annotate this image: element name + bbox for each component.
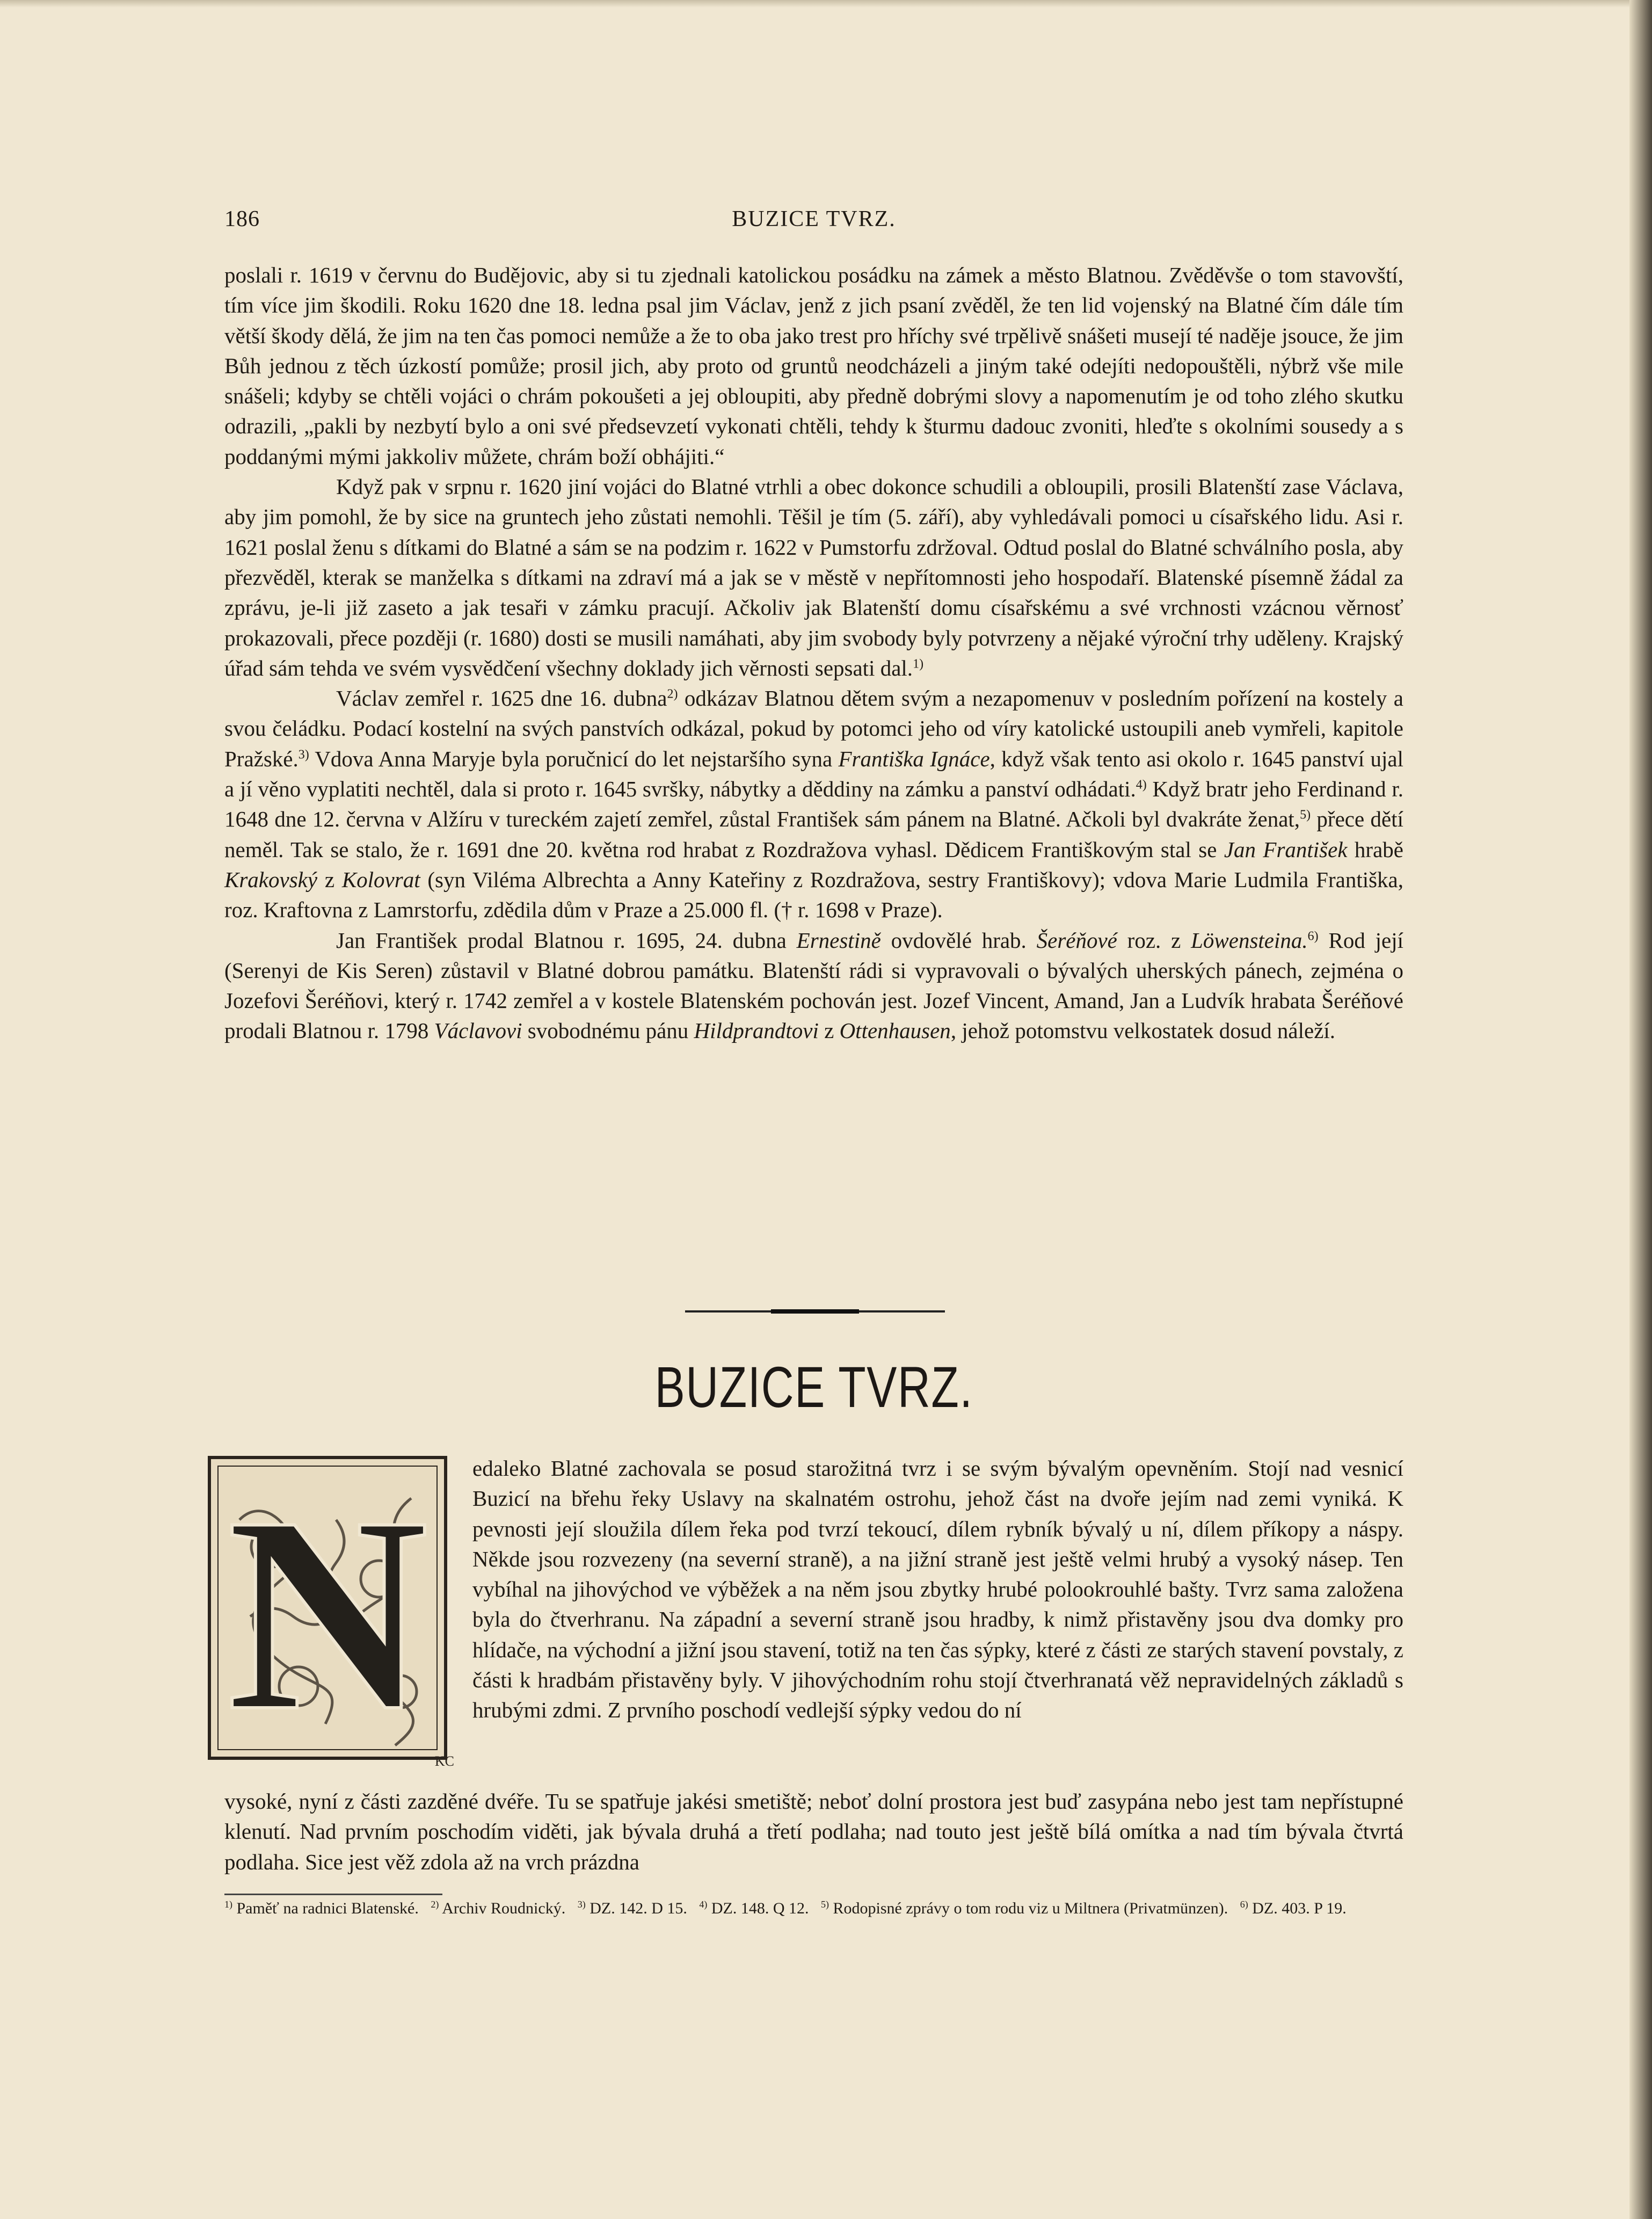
text-run: Jan František prodal Blatnou r. 1695, 24. dubna — [336, 927, 797, 953]
text-run: , když však tento asi okolo r. 1645 panství ujal a jí věno vyplatiti nechtěl, dala si proto r. 1645 svršky, nábytky a děddiny na zámku a panství odhádati. — [224, 746, 1403, 802]
footnote-text: Paměť na radnici Blatenské. — [236, 1899, 419, 1917]
text-run: Václav zemřel r. 1625 dne 16. dubna — [336, 686, 667, 711]
text-run: (syn Viléma Albrechta a Anny Kateřiny z Rozdražova, sestry Františkovy); vdova Marie Ludmila Františka, roz. Kraftovna z Lamrstorfu, zdědila dům v Praze a 25.000 fl. († r. 1698 v Praze). — [224, 867, 1404, 923]
footnote-text: DZ. 142. D 15. — [590, 1899, 687, 1917]
text-run: svobodnému pánu — [522, 1018, 694, 1043]
initial-monogram: KC — [434, 1753, 454, 1769]
paragraph — [224, 925, 1403, 1046]
text-run: z — [818, 1018, 840, 1043]
paragraph-text: Když pak v srpnu r. 1620 jiní vojáci do Blatné vtrhli a obec dokonce schudili a obloupili, prosili Blatenští zase Václava, aby jim pomohl, že by sice na gruntech jeho zůstati nemohli. Těšil je tím (5. září), aby vyhledávali pomoci u císařského lidu. Asi r. 1621 poslal ženu s dítkami do Blatné a sám se na podzim r. 1622 v Pumstorfu zdržoval. Odtud poslal do Blatné schválního posla, aby přezvěděl, kterak se manželka s dítkami na zdraví má a jak se v městě v nepřítomnosti jeho hospodaří. Blatenské písemně žádal za zprávu, je-li již zaseto a jak tesaři v zámku pracují. Ačkoliv jak Blatenští domu císařskému a své vrchnosti vzácnou věrnosť prokazovali, přece později (r. 1680) dosti se musili namáhati, aby jim svobody byly potvrzeny a nějaké výroční trhy uděleny. Krajský úřad sám tehda ve svém vysvědčení všechny doklady jich věrnosti sepsati dal. — [224, 474, 1403, 680]
footnote-text: DZ. 148. Q 12. — [711, 1899, 809, 1917]
paragraph: vysoké, nyní z části zazděné dvéře. Tu se spatřuje jakési smetiště; neboť dolní prostora jest buď zasypána nebo jest tam nepřístupné klenutí. Nad prvním poschodím viděti, jak bývala druhá a třetí podlaha; nad touto jest ještě bílá omítka a nad tím bývala čtvrtá podlaha. Sice jest věž zdola až na vrch prázdna — [224, 1789, 1403, 1874]
section-divider — [685, 1310, 945, 1312]
footnote-mark: 6) — [1240, 1899, 1248, 1910]
italic-name: Krakovský — [224, 867, 318, 892]
text-run: , jehož potomstvu velkostatek dosud náleží. — [950, 1018, 1336, 1043]
text-run: Rod její (Serenyi de Kis Seren) zůstavil v Blatné dobrou památku. Blatenští rádi si vypravovali o bývalých uherských pánech, zejména o Jozefovi Šeréňovi, který r. 1742 zemřel a v kostele Blatenském pochován jest. Jozef Vincent, Amand, Jan a Ludvík hrabata Šeréňové prodali Blatnou r. 1798 — [224, 927, 1403, 1043]
section-title: BUZICE TVRZ. — [654, 1354, 973, 1419]
paragraph: edaleko Blatné zachovala se posud starožitná tvrz i se svým bývalým opevněním. Stojí nad vesnicí Buzicí na břehu řeky Uslavy na skalnatém ostrohu, jehož část na dvoře jejím nad zemi vyniká. K pevnosti její sloužila dílem řeka pod tvrzí tekoucí, dílem rybník bývalý u ní, dílem příkopy a náspy. Někde jsou rozvezeny (na severní straně), a na jižní straně jest ještě velmi hrubý a vysoký násep. Ten vybíhal na jihovýchod ve výběžek a na něm jsou zbytky hrubé polookrouhlé bašty. Tvrz sama založena byla do čtverhranu. Na západní a severní straně jsou hradby, k nimž přistavěny jsou dva domky pro hlídače, na východní a jižní jsou stavení, totiž na ten čas sýpky, které z části ze starých stavení povstaly, z části k hradbám přistavěny byly. V jihovýchodním rohu stojí čtverhranatá věž nepravidelných základů s hrubými zdmi. Z prvního poschodí vedlejší sýpky vedou do ní — [472, 1456, 1403, 1723]
italic-name: Kolovrat — [341, 867, 420, 892]
text-run: odkázav Blatnou dětem svým a nezapomenuv v posledním pořízení na kostely a svou čeládku. Podací kostelní na svých panstvích odkázal, pokud by potomci jeho od víry katolické ustoupili aneb vymřeli, kapitole Pražské. — [224, 686, 1403, 771]
text-run: hrabě — [1347, 837, 1403, 862]
text-run: Když bratr jeho Ferdinand r. 1648 dne 12. června v Alžíru v tureckém zajetí zemřel, zůstal František sám pánem na Blatné. Ačkoli byl dvakráte ženat, — [224, 777, 1403, 832]
paragraph — [224, 260, 1403, 472]
paragraph — [224, 472, 1403, 683]
page-number: 186 — [224, 207, 260, 231]
decorated-initial-n — [207, 1455, 465, 1772]
body-text-beside-initial — [472, 1453, 1403, 1725]
italic-name: Hildprandtovi — [694, 1018, 819, 1043]
body-text-bottom — [224, 1786, 1403, 1877]
footnote-ref: 4) — [1136, 778, 1147, 792]
page-header — [224, 200, 1403, 237]
footnote-ref: 2) — [667, 687, 678, 701]
italic-name: Šeréňové — [1036, 927, 1117, 953]
footnote — [431, 1899, 565, 1917]
footnote-mark: 2) — [431, 1899, 439, 1910]
page-binding-shadow — [1629, 0, 1652, 2219]
page-top-edge — [0, 0, 1652, 8]
footnote-text: Archiv Roudnický. — [442, 1899, 566, 1917]
footnotes — [224, 1898, 1403, 1919]
italic-name: Františka Ignáce — [838, 746, 990, 771]
footnote-mark: 3) — [577, 1899, 586, 1910]
footnote-mark: 5) — [821, 1899, 829, 1910]
italic-name: Ernestině — [796, 927, 881, 953]
footnote-text: Rodopisné zprávy o tom rodu viz u Miltnera (Privatmünzen). — [833, 1899, 1228, 1917]
italic-name: Ottenhausen — [839, 1018, 951, 1043]
footnote-ref: 3) — [298, 748, 309, 762]
footnote-ref: 6) — [1307, 929, 1319, 943]
footnote-text: DZ. 403. P 19. — [1252, 1899, 1347, 1917]
footnote-rule — [224, 1894, 442, 1895]
italic-name: Jan František — [1224, 837, 1348, 862]
text-run: z — [317, 867, 342, 892]
text-run: ovdovělé hrab. — [880, 927, 1037, 953]
italic-name: Václavovi — [434, 1018, 522, 1043]
footnote-mark: 4) — [699, 1899, 708, 1910]
paragraph — [224, 683, 1403, 925]
text-run: Vdova Anna Maryje byla poručnicí do let nejstaršího syna — [309, 746, 839, 771]
text-run: přece dětí neměl. Tak se stalo, že r. 1691 dne 20. května rod hrabat z Rozdražova vyhasl. Dědicem Františkovým stal se — [224, 807, 1403, 862]
initial-letter: N — [227, 1460, 428, 1768]
footnote — [224, 1899, 419, 1917]
footnote-ref: 1) — [913, 657, 924, 671]
body-text-top — [224, 260, 1403, 1046]
footnote — [1240, 1899, 1347, 1917]
text-run: roz. z — [1117, 927, 1191, 953]
footnote-mark: 1) — [224, 1899, 232, 1910]
footnote — [699, 1899, 809, 1917]
footnote — [821, 1899, 1228, 1917]
paragraph-text: poslali r. 1619 v červnu do Budějovic, aby si tu zjednali katolickou posádku na zámek a město Blatnou. Zvěděvše o tom stavovští, tím více jim škodili. Roku 1620 dne 18. ledna psal jim Václav, jenž z jich psaní zvěděl, že ten lid vojenský na Blatné čím dále tím větší škody dělá, že jim na ten čas pomoci nemůže a že to oba jako trest pro hříchy své trpělivě snášeti musejí té naděje jsouce, že jim Bůh jednou z těch úzkostí pomůže; prosil jich, aby proto od gruntů neodcházeli a jiným také odejíti nedopouštěli, nýbrž vše mile snášeli; kdyby se chtěli vojáci o chrám pokoušeti a jej obloupiti, aby předně dobrými slovy a napomenutím je od toho zlého skutku odrazili, „pakli by nezbytí bylo a oni své předsevzetí vykonati chtěli, tehdy k šturmu dadouc zvoniti, hleďte s okolními sousedy a s poddanými mými jakkoliv můžete, chrám boží obhájiti.“ — [224, 263, 1403, 469]
italic-name: Löwensteina. — [1191, 927, 1308, 953]
footnote-ref: 5) — [1300, 808, 1311, 822]
running-title: BUZICE TVRZ. — [732, 207, 896, 231]
footnote — [578, 1899, 687, 1917]
